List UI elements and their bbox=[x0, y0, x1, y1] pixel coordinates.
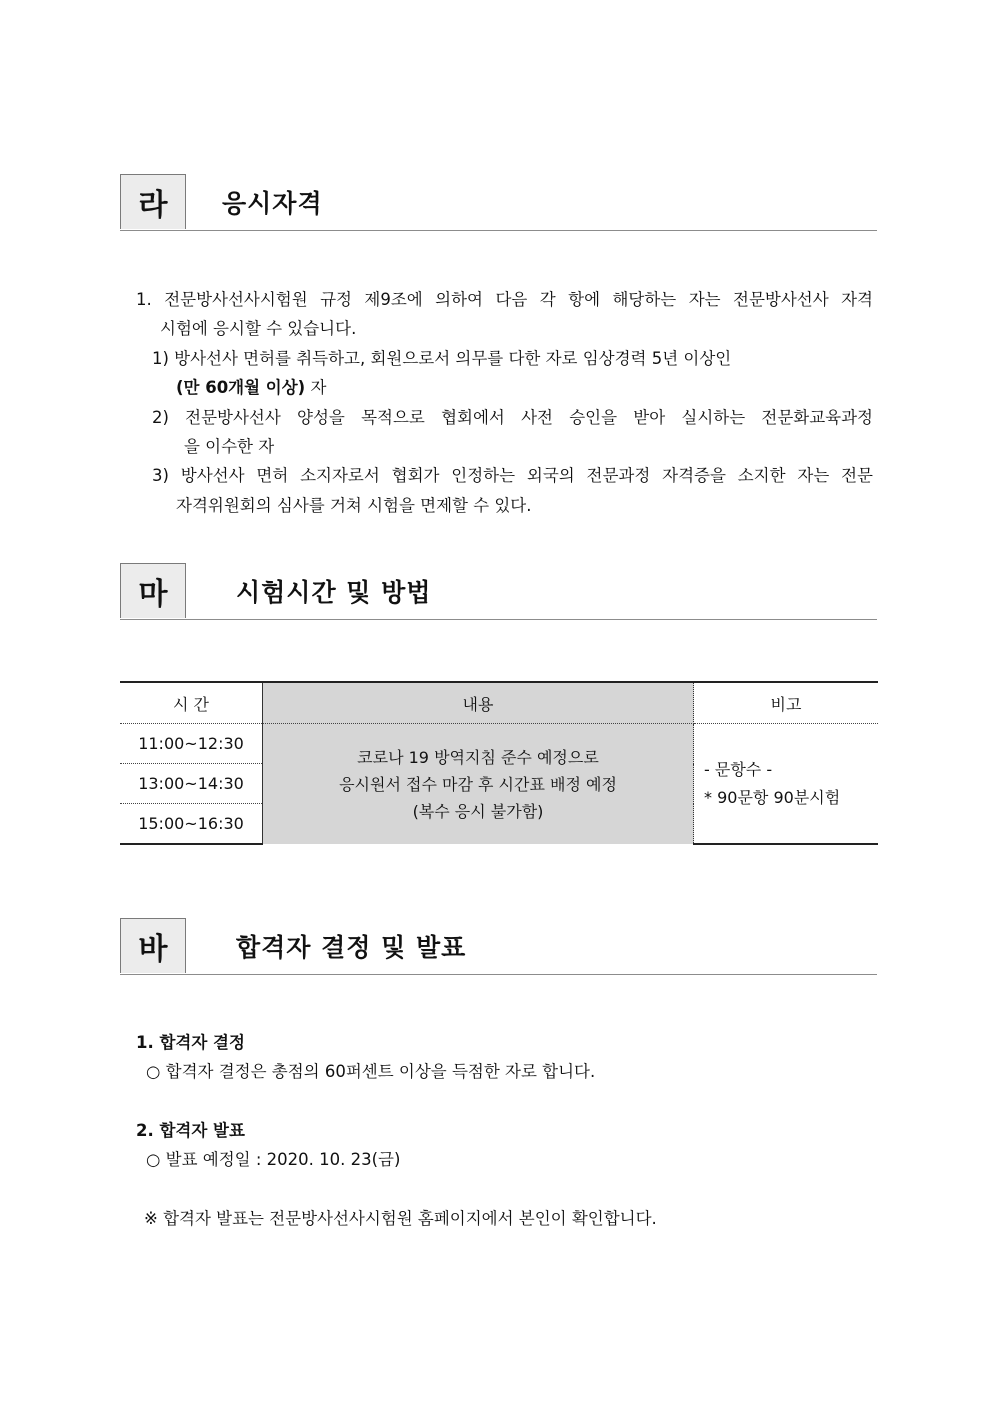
qualification-sub-1-tail: 자 bbox=[305, 378, 327, 397]
announcement-date: ○ 발표 예정일 : 2020. 10. 23(금) bbox=[146, 1150, 401, 1169]
time-slot: 13:00~14:30 bbox=[120, 764, 263, 804]
time-slot: 11:00~12:30 bbox=[120, 724, 263, 764]
section-header-ra bbox=[120, 174, 877, 231]
section-header-ma bbox=[120, 563, 877, 620]
notice-text: ※ 합격자 발표는 전문방사선사시험원 홈페이지에서 본인이 확인합니다. bbox=[144, 1209, 657, 1228]
section-label: 바 bbox=[120, 918, 186, 973]
note-line: - 문항수 - bbox=[704, 759, 773, 779]
content-cell bbox=[263, 724, 694, 845]
content-line: (복수 응시 불가함) bbox=[412, 801, 544, 821]
section-label: 라 bbox=[120, 174, 186, 229]
note-cell bbox=[694, 724, 879, 845]
section-title: 시험시간 및 방법 bbox=[236, 578, 432, 607]
decision-text: ○ 합격자 결정은 총점의 60퍼센트 이상을 득점한 자로 합니다. bbox=[146, 1062, 596, 1081]
qualification-item-1-cont: 시험에 응시할 수 있습니다. bbox=[160, 319, 357, 338]
section-label: 마 bbox=[120, 563, 186, 618]
qualification-item-1: 1. 전문방사선사시험원 규정 제9조에 의하여 다음 각 항에 해당하는 자는 전문방사선사 자격 bbox=[136, 290, 873, 309]
table-header-row bbox=[120, 682, 878, 724]
section-header-ba bbox=[120, 918, 877, 975]
exam-schedule-table bbox=[120, 681, 878, 845]
table-row bbox=[120, 724, 878, 764]
qualification-sub-1: 1) 방사선사 면허를 취득하고, 회원으로서 의무를 다한 자로 임상경력 5년 이상인 bbox=[152, 349, 732, 368]
content-line: 응시원서 접수 마감 후 시간표 배정 예정 bbox=[339, 774, 617, 794]
header-time: 시 간 bbox=[120, 682, 263, 724]
content-line: 코로나 19 방역지침 준수 예정으로 bbox=[357, 747, 599, 767]
qualification-sub-1-cont bbox=[176, 373, 326, 402]
emphasis-text: (만 60개월 이상) bbox=[176, 378, 306, 397]
note-line: * 90문항 90분시험 bbox=[704, 787, 841, 807]
header-content: 내용 bbox=[263, 682, 694, 724]
header-note: 비고 bbox=[694, 682, 879, 724]
decision-heading: 1. 합격자 결정 bbox=[136, 1033, 245, 1052]
qualification-sub-3-cont: 자격위원회의 심사를 거쳐 시험을 면제할 수 있다. bbox=[176, 496, 532, 515]
qualification-sub-2-cont: 을 이수한 자 bbox=[184, 437, 275, 456]
qualification-sub-3: 3) 방사선사 면허 소지자로서 협회가 인정하는 외국의 전문과정 자격증을 소지한 자는 전문 bbox=[152, 466, 873, 485]
time-slot: 15:00~16:30 bbox=[120, 804, 263, 845]
section-title: 합격자 결정 및 발표 bbox=[236, 933, 467, 962]
announcement-heading: 2. 합격자 발표 bbox=[136, 1121, 245, 1140]
section-title: 응시자격 bbox=[222, 189, 323, 218]
qualification-sub-2: 2) 전문방사선사 양성을 목적으로 협회에서 사전 승인을 받아 실시하는 전문화교육과정 bbox=[152, 408, 873, 427]
